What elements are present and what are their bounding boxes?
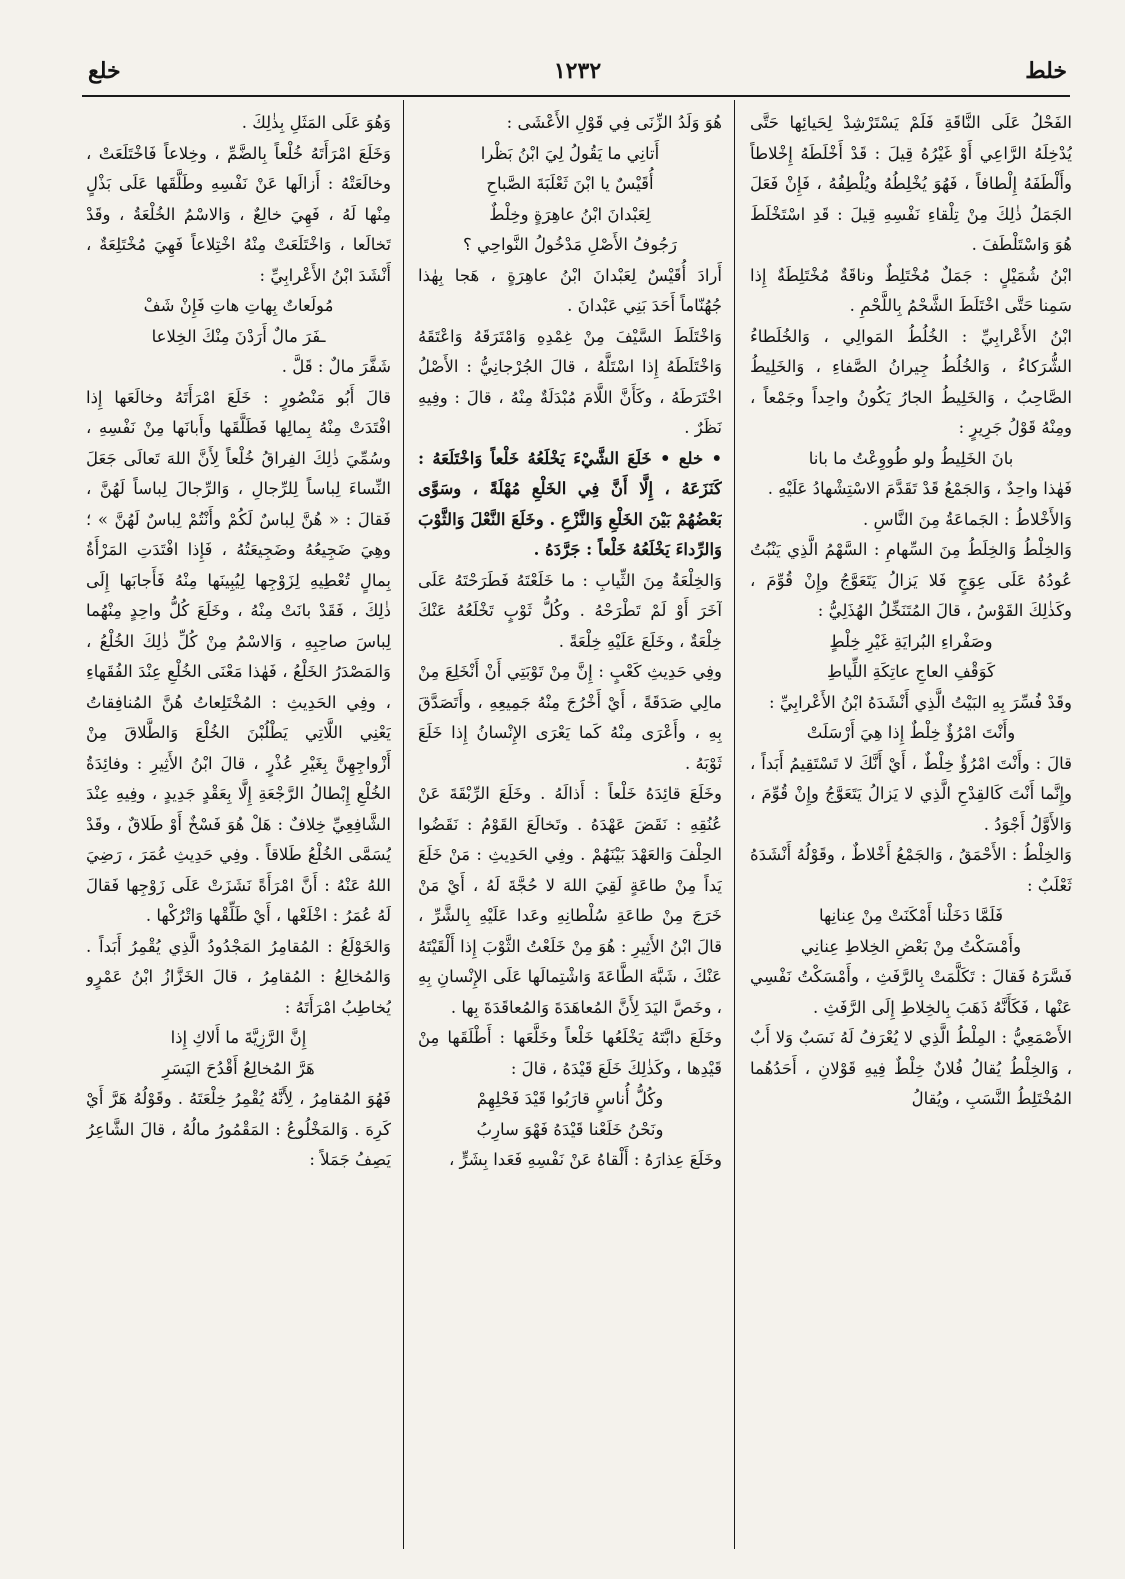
paragraph: وفِي حَدِيثِ كَعْبٍ : إِنَّ مِنْ تَوْبَتِي أَنْ أَنْخَلِعَ مِنْ مالِي صَدَقَةً ، أَيْ أَخْرُجَ مِنْهُ جَمِيعِهِ ، وأَتَصَدَّقَ بِهِ ، وأَعْرَى مِنْهُ كَما يَعْرَى الإِنْسانُ إِذا خَلَعَ ثَوْبَهُ . (418, 662, 722, 773)
verse-line: أَتانِي ما يَقُولُ لِيَ ابْنُ بَظْرا (480, 143, 660, 163)
verse-line: وصَفْراءِ البُرايَةِ غَيْرِ خِلْطٍ (829, 631, 993, 651)
paragraph: الأَصْمَعِيُّ : المِلْطُ الَّذِي لا يُعْرَفُ لَهُ نَسَبٌ وَلا أَبٌ ، وَالخِلْطُ يُقالُ فُلانٌ خِلْطٌ فِيهِ قَوْلانِ ، أَحَدُهُما المُخْتَلِطُ النَّسَبِ ، ويُقالُ (750, 1028, 1072, 1108)
verse-line: لِعَبْدانَ ابْنُ عاهِرَةٍ وخِلْطٌ (489, 204, 651, 224)
paragraph: وَالخَوْلَعُ : المُقامِرُ المَجْدُودُ الَّذِي يُقْمِرُ أَبَداً . وَالمُخالِعُ : المُقامِرُ ، قالَ الخَزَّازُ ابْنُ عَمْرٍو يُخاطِبُ امْرَأَتَهُ : (86, 936, 391, 1017)
page-header (88, 58, 1067, 92)
paragraph: قالَ أَبُو مَنْصُورٍ : خَلَعَ امْرَأَتَهُ وخالَعَها إِذا افْتَدَتْ مِنْهُ بِمالِها فَطَلَّقَها وأَبانَها مِنْ نَفْسِهِ ، وسُمِّيَ ذٰلِكَ الفِراقُ خُلْعاً لِأَنَّ اللهَ تَعالَى جَعَلَ النِّساءَ لِباساً لِلرِّجالِ ، وَالرِّجالَ لِباساً لَهُنَّ ، فَقالَ : « هُنَّ لِباسٌ لَكُمْ وأَنْتُمْ لِباسٌ لَهُنَّ » ؛ وهِيَ ضَجِيعُهُ وضَجِيعَتُهُ ، فَإِذا افْتَدَتِ المَرْأَةُ بِمالٍ تُعْطِيهِ لِزَوْجِها لِيُبِينَها مِنْهُ فَأَجابَها إِلَى ذٰلِكَ ، فَقَدْ بانَتْ مِنْهُ ، وخَلَعَ كُلُّ واحِدٍ مِنْهُما لِباسَ صاحِبِهِ ، وَالاسْمُ مِنْ كُلِّ ذٰلِكَ الخُلْعُ ، وَالمَصْدَرُ الخَلْعُ ، فَهٰذا مَعْنَى الخُلْعِ عِنْدَ الفُقَهاءِ ، وفِي الحَدِيثِ : المُخْتَلِعاتُ هُنَّ المُنافِقاتُ يَعْنِي اللَّاتِي يَطْلُبْنَ الخُلْعَ وَالطَّلاقَ مِنْ أَزْواجِهِنَّ بِغَيْرِ عُذْرٍ ، قالَ ابْنُ الأَثِيرِ : وفائِدَةُ الخُلْعِ إِبْطالُ الرَّجْعَةِ إِلَّا بِعَقْدٍ جَدِيدٍ ، وفِيهِ عِنْدَ الشَّافِعِيِّ خِلافٌ : هَلْ هُوَ فَسْخٌ أَوْ طَلاقٌ ، وقَدْ يُسَمَّى الخُلْعُ طَلاقاً . وفِي حَدِيثِ عُمَرَ ، رَضِيَ اللهُ عَنْهُ : أَنَّ امْرَأَةً نَشَزَتْ عَلَى زَوْجِها فَقالَ لَهُ عُمَرُ : اخْلَعْها ، أَيْ طَلِّقْها وَاتْرُكْها . (86, 387, 391, 925)
verse-line: فَلَمَّا دَخَلْنا أَمْكَنَتْ مِنْ عِنانِها (818, 906, 1004, 925)
column-left (86, 108, 391, 1549)
column-middle (418, 108, 722, 1549)
right-headword: خلط (1025, 58, 1067, 84)
paragraph: وَاخْتَلَطَ السَّيْفَ مِنْ غِمْدِهِ وَامْتَرَقَهُ وَاعْتَقَهُ وَاخْتَلَطَهُ إِذا اسْتَلَّهُ ، قالَ الجُرْجانِيُّ : الأَصْلُ اخْتَرَطَهُ ، وكَأَنَّ اللَّامَ مُبْدَلَةٌ مِنْهُ ، قالَ : وفِيهِ نَظَرٌ . (418, 326, 722, 437)
paragraph: فَهٰذا واحِدٌ ، وَالجَمْعُ قَدْ تَقَدَّمَ الاسْتِشْهادُ عَلَيْهِ . (767, 479, 1072, 498)
paragraph: وَخَلَعَ امْرَأَتَهُ خُلْعاً بِالضَّمِّ ، وخِلاعاً فَاخْتَلَعَتْ ، وخالَعَتْهُ : أَزالَها عَنْ نَفْسِهِ وطَلَّقَها عَلَى بَذْلٍ مِنْها لَهُ ، فَهِيَ خالِعٌ ، وَالاسْمُ الخُلْعَةُ ، وقَدْ تَخالَعا ، وَاخْتَلَعَتْ مِنْهُ اخْتِلاعاً فَهِيَ مُخْتَلِعَةٌ ، أَنْشَدَ ابْنُ الأَعْرابِيِّ : (86, 143, 391, 285)
paragraph: فَهُوَ المُقامِرُ ، لِأَنَّهُ يُقْمِرُ خِلْعَتَهُ . وقَوْلُهُ هَرَّ أَيْ كَرِهَ . وَالمَخْلُوعُ : المَقْمُورُ مالُهُ ، قالَ الشَّاعِرُ يَصِفُ جَمَلاً : (86, 1089, 391, 1169)
verse-line: ـفَرَ مالٌ أَرَدْنَ مِنْكَ الخِلاعا (151, 326, 326, 346)
paragraph: وقَدْ فُسِّرَ بِهِ البَيْتُ الَّذِي أَنْشَدَهُ ابْنُ الأَعْرابِيِّ : (769, 692, 1072, 712)
page-number: ١٢٣٢ (553, 58, 602, 84)
paragraph: وَالأَخْلاطُ : الجَماعَةُ مِنَ النَّاسِ . (863, 509, 1072, 529)
entry-khalaa: • خلع • خَلَعَ الشَّيْءَ يَخْلَعُهُ خَلْعاً وَاخْتَلَعَهُ : كَنَزَعَهُ ، إِلَّا أَنَّ فِي الخَلْعِ مُهْلَةً ، وسَوَّى بَعْضُهُمْ بَيْنَ الخَلْعِ وَالنَّزْعِ . وخَلَعَ النَّعْلَ وَالثَّوْبَ وَالرِّداءَ يَخْلَعُهُ خَلْعاً : جَرَّدَهُ . (418, 448, 722, 559)
verse-line: رَجُوفُ الأَصْلِ مَدْخُولُ النَّواحِي ؟ (463, 235, 677, 254)
paragraph: وخَلَعَ قائِدَهُ خَلْعاً : أَذالَهُ . وخَلَعَ الرِّبْقَةَ عَنْ عُنُقِهِ : نَقَضَ عَهْدَهُ . وتَخالَعَ القَوْمُ : نَقَضُوا الحِلْفَ وَالعَهْدَ بَيْنَهُمْ . وفِي الحَدِيثِ : مَنْ خَلَعَ يَداً مِنْ طاعَةٍ لَقِيَ اللهَ لا حُجَّةَ لَهُ ، أَيْ مَنْ خَرَجَ مِنْ طاعَةِ سُلْطانِهِ وعَدا عَلَيْهِ بِالشَّرِّ ، قالَ ابْنُ الأَثِيرِ : هُوَ مِنْ خَلَعْتُ الثَّوْبَ إِذا أَلْقَيْتَهُ عَنْكَ ، شَبَّهَ الطَّاعَةَ وَاشْتِمالَها عَلَى الإِنْسانِ بِهِ ، وخَصَّ اليَدَ لِأَنَّ المُعاهَدَةَ وَالمُعاقَدَةَ بِها . (418, 784, 722, 1017)
paragraph: وَالخِلْعَةُ مِنَ الثِّيابِ : ما خَلَعْتَهُ فَطَرَحْتَهُ عَلَى آخَرَ أَوْ لَمْ تَطْرَحْهُ . وكُلُّ ثَوْبٍ تَخْلَعُهُ عَنْكَ خِلْعَةٌ ، وخَلَعَ عَلَيْهِ خِلْعَةً . (418, 570, 722, 651)
paragraph: وَهُوَ عَلَى المَثَلِ بِذٰلِكَ . (241, 113, 391, 132)
paragraph: وَالخِلْطُ وَالخِلَطُ مِنَ السِّهامِ : السَّهْمُ الَّذِي يَنْبُتُ عُودُهُ عَلَى عِوَجٍ فَلا يَزالُ يَتَعَوَّجُ وإِنْ قُوِّمَ ، وكَذٰلِكَ القَوْسُ ، قالَ المُتَنَخِّلُ الهُذَلِيُّ : (750, 540, 1072, 620)
paragraph: هُوَ وَلَدُ الزِّنَى فِي قَوْلِ الأَعْشَى : (506, 113, 722, 132)
paragraph: الفَحْلُ عَلَى النَّاقَةِ فَلَمْ يَسْتَرْشِدْ لِحَيائِها حَتَّى يُدْخِلَهُ الرَّاعِي أَوْ غَيْرُهُ قِيلَ : قَدْ أَخْلَطَهُ إِخْلاطاً وأَلْطَفَهُ إِلْطافاً ، فَهُوَ يُخْلِطُهُ ويُلْطِفُهُ ، فَإِنْ فَعَلَ الجَمَلُ ذٰلِكَ مِنْ تِلْقاءِ نَفْسِهِ قِيلَ : قَدِ اسْتَخْلَطَ هُوَ وَاسْتَلْطَفَ . (750, 113, 1072, 254)
verse-line: ونَحْنُ خَلَعْنا قَيْدَهُ فَهْوَ سارِبُ (476, 1119, 664, 1139)
verse-line: وكُلُّ أُناسٍ قارَبُوا قَيْدَ فَحْلِهِمْ (476, 1089, 664, 1108)
verse-line: هَرَّ المُخالِعُ أَقْدُحَ اليَسَرِ (162, 1058, 315, 1078)
verse-line: بانَ الخَلِيطُ ولو طُووِعْتُ ما بانا (808, 448, 1014, 468)
verse-line: كَوَقْفِ العاجِ عاتِكَةِ اللِّياطِ (826, 662, 996, 681)
verse-line: وأَنْتَ امْرُؤٌ خِلْطٌ إِذا هِيَ أَرْسَلَتْ (806, 723, 1016, 742)
paragraph: أَرادَ أُقَيْسٌ لِعَبْدانَ ابْنُ عاهِرَةٍ ، هَجا بِهٰذا جُهُنّاماً أَحَدَ بَنِي عَبْدانَ . (418, 265, 722, 315)
verse-line: وأَمْسَكْتُ مِنْ بَعْضِ الخِلاطِ عِنانِي (800, 936, 1022, 956)
column-divider-right (734, 100, 735, 1549)
paragraph: وَالخِلْطُ : الأَحْمَقُ ، وَالجَمْعُ أَخْلاطٌ ، وقَوْلُهُ أَنْشَدَهُ ثَعْلَبٌ : (750, 845, 1072, 895)
verse-line: إِنَّ الرَّزِيَّةَ ما أَلاكِ إِذا (170, 1028, 307, 1047)
verse-line: مُولَعاتٌ بِهاتِ هاتِ فَإِنْ شَفْ (143, 296, 334, 315)
paragraph: ابْنُ الأَعْرابِيِّ : الخُلُطُ المَوالِي ، وَالخُلَطاءُ الشُّرَكاءُ ، وَالخُلُطُ جِيرانُ الصَّفاءِ ، وَالخَلِيطُ الصَّاحِبُ ، وَالخَلِيطُ الجارُ يَكُونُ واحِداً وجَمْعاً ، ومِنْهُ قَوْلُ جَرِيرٍ : (750, 326, 1072, 437)
column-divider-left (403, 100, 404, 1549)
column-right (750, 108, 1072, 1549)
paragraph: ابْنُ شُمَيْلٍ : جَمَلٌ مُخْتَلِطٌ وناقَةٌ مُخْتَلِطَةٌ إِذا سَمِنا حَتَّى اخْتَلَطَ الشَّحْمُ بِاللَّحْمِ . (750, 265, 1072, 315)
verse-line: أُقَيْسٌ يا ابْنَ ثَعْلَبَةَ الصَّباحِ (486, 174, 654, 193)
paragraph: وخَلَعَ دابَّتَهُ يَخْلَعُها خَلْعاً وخَلَّعَها : أَطْلَقَها مِنْ قَيْدِها ، وكَذٰلِكَ خَلَعَ قَيْدَهُ ، قالَ : (418, 1028, 722, 1078)
paragraph: قالَ : وأَنْتَ امْرُؤٌ خِلْطٌ ، أَيْ أَنَّكَ لا تَسْتَقِيمُ أَبَداً ، وإِنَّما أَنْتَ كَالقِدْحِ الَّذِي لا يَزالُ يَتَعَوَّجُ وإِنْ قُوِّمَ ، وَالأَوَّلُ أَجْوَدُ . (750, 753, 1072, 834)
paragraph: وخَلَعَ عِذارَهُ : أَلْقاهُ عَنْ نَفْسِهِ فَعَدا بِشَرٍّ ، (448, 1150, 722, 1169)
paragraph: فَسَّرَهُ فَقالَ : تَكَلَّمَتْ بِالرَّفَثِ ، وأَمْسَكْتُ نَفْسِي عَنْها ، فَكَأَنَّهُ ذَهَبَ بِالخِلاطِ إِلَى الرَّفَثِ . (750, 967, 1072, 1017)
paragraph: شَفَّرَ مالٌ : قَلَّ . (281, 357, 391, 376)
header-rule (82, 95, 1070, 97)
left-headword: خلع (88, 58, 121, 84)
